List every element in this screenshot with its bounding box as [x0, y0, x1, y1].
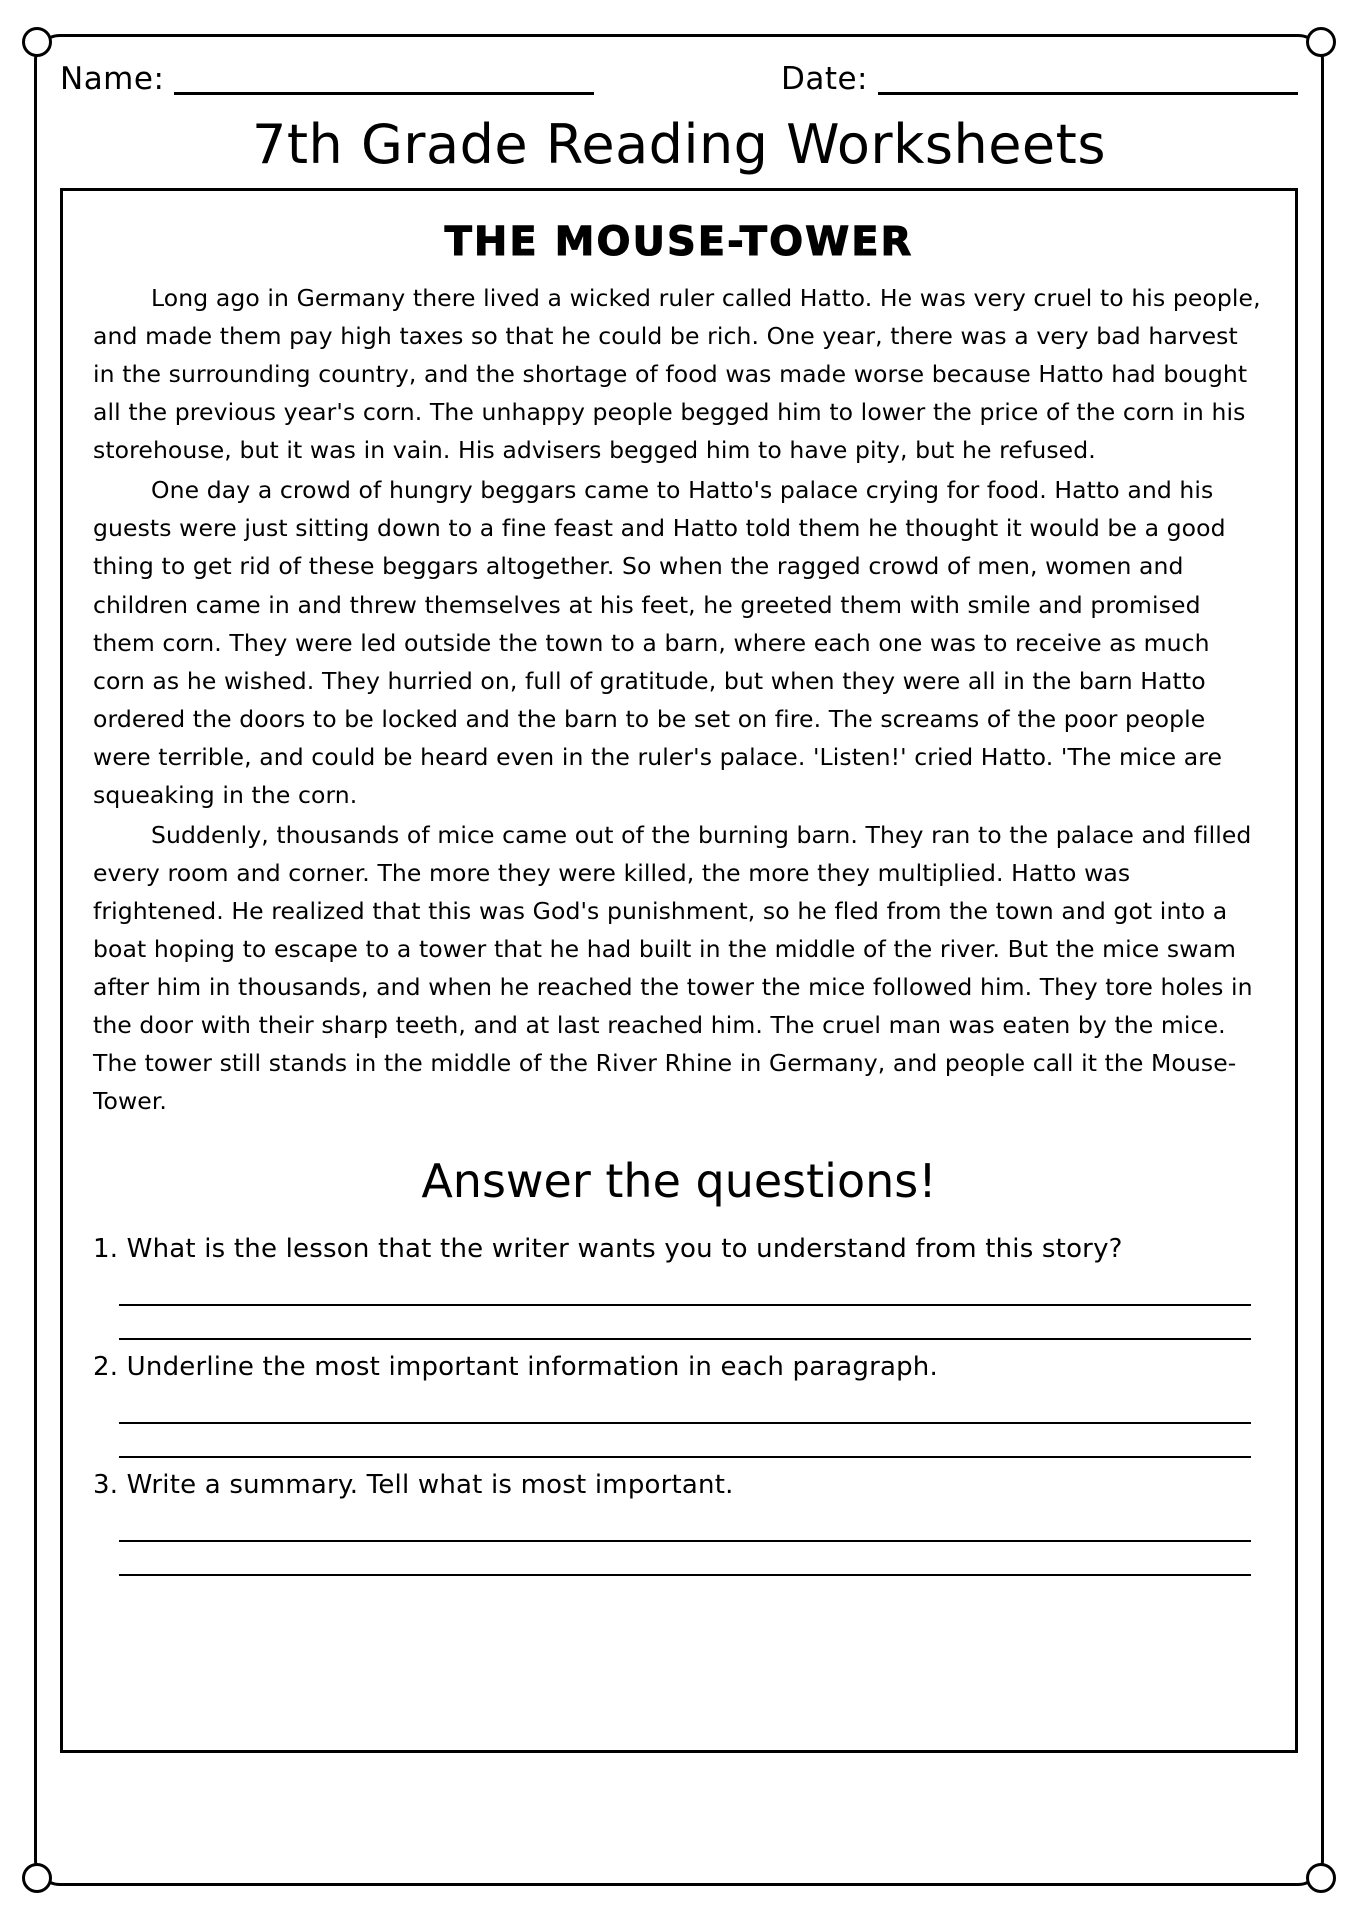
question-text: 3. Write a summary. Tell what is most important. — [93, 1470, 734, 1501]
corner-circle-bottom-left — [22, 1863, 52, 1893]
passage-box — [60, 188, 1298, 1753]
answer-line[interactable] — [119, 1390, 1251, 1424]
page-title: 7th Grade Reading Worksheets — [252, 113, 1106, 176]
name-label: Name: — [60, 61, 165, 97]
question-text: 2. Underline the most important information in each paragraph. — [93, 1352, 938, 1383]
answer-line[interactable] — [119, 1306, 1251, 1340]
question-block-2 — [93, 1352, 1265, 1458]
story-title: THE MOUSE-TOWER — [444, 219, 914, 265]
question-block-1 — [93, 1234, 1265, 1340]
corner-circle-top-left — [22, 27, 52, 57]
name-date-row — [60, 61, 1298, 97]
name-input-line[interactable] — [174, 66, 594, 95]
answer-section-heading: Answer the questions! — [421, 1154, 937, 1209]
question-block-3 — [93, 1470, 1265, 1576]
date-input-line[interactable] — [878, 66, 1298, 95]
answer-line[interactable] — [119, 1508, 1251, 1542]
passage-paragraph: Suddenly, thousands of mice came out of the burning barn. They ran to the palace and filled every room and corner. The more they were killed, the more they multiplied. Hatto was frightened. He realized that this was God's punishment, so he fled from the town and got into a boat hoping to escape to a tower that he had built in the middle of the river. But the mice swam after him in thousands, and when he reached the tower the mice followed him. They tore holes in the door with their sharp teeth, and at last reached him. The cruel man was eaten by the mice. The tower still stands in the middle of the River Rhine in Germany, and people call it the Mouse-Tower. — [93, 820, 1253, 1116]
answer-line[interactable] — [119, 1272, 1251, 1306]
answer-line[interactable] — [119, 1424, 1251, 1458]
corner-circle-top-right — [1306, 27, 1336, 57]
passage-paragraph: Long ago in Germany there lived a wicked ruler called Hatto. He was very cruel to his people, and made them pay high taxes so that he could be rich. One year, there was a very bad harvest in the surrounding country, and the shortage of food was made worse because Hatto had bought all the previous year's corn. The unhappy people begged him to lower the price of the corn in his storehouse, but it was in vain. His advisers begged him to have pity, but he refused. — [93, 284, 1261, 465]
corner-circle-bottom-right — [1306, 1863, 1336, 1893]
question-text: 1. What is the lesson that the writer wants you to understand from this story? — [93, 1234, 1123, 1265]
passage-paragraph: One day a crowd of hungry beggars came to Hatto's palace crying for food. Hatto and his guests were just sitting down to a fine feast and Hatto told them he thought it would be a good thing to get rid of these beggars altogether. So when the ragged crowd of men, women and children came in and threw themselves at his feet, he greeted them with smile and promised them corn. They were led outside the town to a barn, where each one was to receive as much corn as he wished. They hurried on, full of gratitude, but when they were all in the barn Hatto ordered the doors to be locked and the barn to be set on fire. The screams of the poor people were terrible, and could be heard even in the ruler's palace. 'Listen!' cried Hatto. 'The mice are squeaking in the corn. — [93, 476, 1226, 809]
answer-line[interactable] — [119, 1542, 1251, 1576]
date-label: Date: — [780, 61, 868, 97]
worksheet-content — [60, 56, 1298, 1864]
